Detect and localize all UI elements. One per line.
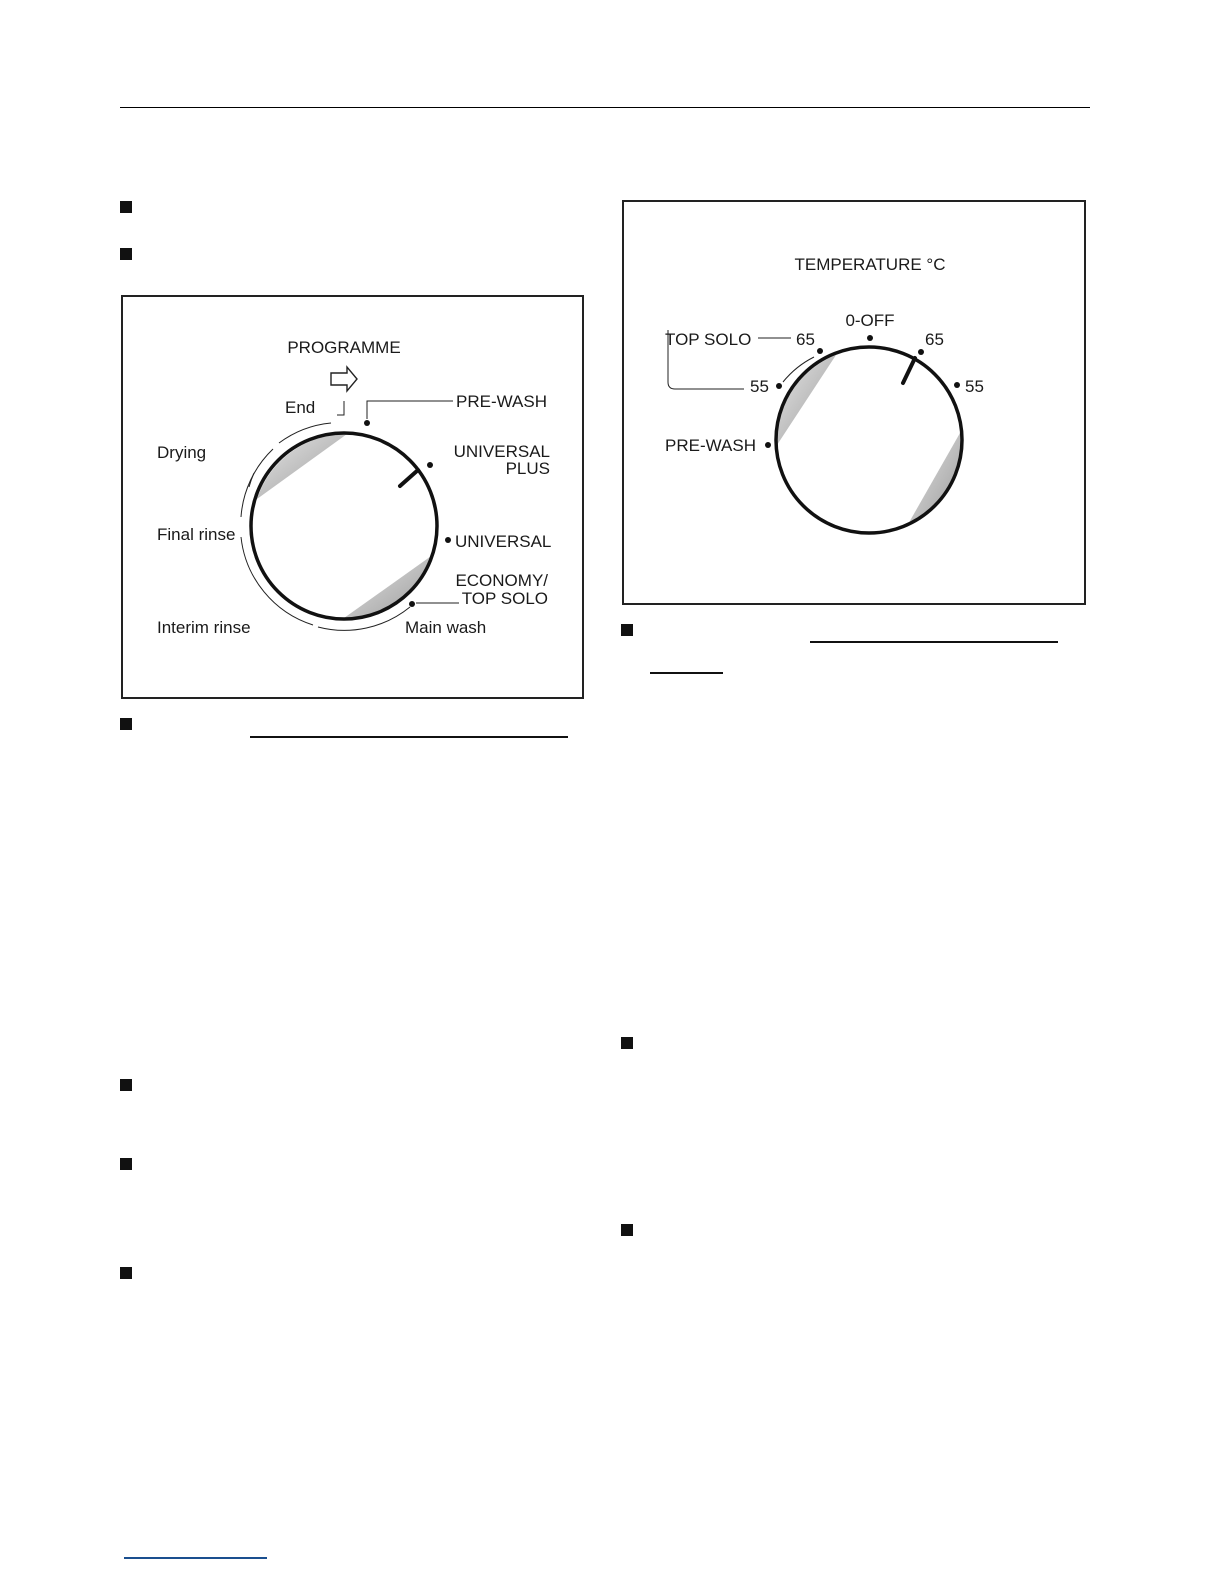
programme-title: PROGRAMME [287, 338, 401, 357]
header-rule [120, 107, 1090, 108]
label-pre-wash: PRE-WASH [665, 436, 756, 455]
economy-dot [409, 601, 415, 607]
arrow-right-icon [331, 367, 357, 391]
bullet-marker [621, 1037, 633, 1049]
temperature-dial-panel [622, 200, 1086, 605]
universal-dot [445, 537, 451, 543]
off-dot [867, 335, 873, 341]
bullet-marker [120, 1267, 132, 1279]
label-universal: UNIVERSAL [455, 532, 552, 551]
label-right-65: 65 [925, 330, 944, 349]
bullet-marker [120, 248, 132, 260]
right-55-dot [954, 382, 960, 388]
label-economy: ECONOMY/ [455, 571, 548, 590]
scale-arc [241, 537, 313, 625]
footer-link-underline[interactable] [124, 1557, 267, 1559]
knob-ring [776, 347, 962, 533]
label-right-55: 55 [965, 377, 984, 396]
label-universal-plus: UNIVERSAL [453, 442, 550, 461]
pre-wash-dot [364, 420, 370, 426]
bullet-marker [120, 1079, 132, 1091]
label-off: 0-OFF [845, 311, 895, 330]
knob-pointer [903, 358, 915, 383]
bullet-marker [120, 718, 132, 730]
underline [650, 672, 723, 674]
underline [810, 641, 1058, 643]
label-left-55: 55 [750, 377, 769, 396]
end-marker [337, 407, 344, 415]
label-universal-plus: PLUS [505, 459, 550, 478]
programme-knob[interactable] [251, 433, 437, 619]
label-pre-wash: PRE-WASH [456, 392, 547, 411]
left-65-dot [817, 348, 823, 354]
label-end: End [285, 398, 316, 417]
label-left-65: 65 [796, 330, 815, 349]
pre-wash-dot [765, 442, 771, 448]
bullet-marker [621, 1224, 633, 1236]
scale-tick [249, 473, 254, 487]
knob-pointer [400, 470, 418, 486]
label-interim-rinse: Interim rinse [157, 618, 251, 637]
label-top-solo: TOP SOLO [665, 330, 752, 349]
bullet-marker [120, 201, 132, 213]
label-final-rinse: Final rinse [157, 525, 236, 544]
bullet-marker [621, 624, 633, 636]
knob-ring [251, 433, 437, 619]
universal-plus-dot [427, 462, 433, 468]
temperature-title: TEMPERATURE °C [794, 255, 946, 274]
underline [250, 736, 568, 738]
left-55-dot [776, 383, 782, 389]
label-economy: TOP SOLO [461, 589, 548, 608]
label-main-wash: Main wash [405, 618, 487, 637]
temperature-knob[interactable] [776, 347, 962, 533]
temperature-dial-illustration [624, 202, 1088, 607]
right-65-dot [918, 349, 924, 355]
bullet-marker [120, 1158, 132, 1170]
programme-dial-illustration [123, 297, 586, 701]
label-drying: Drying [157, 443, 207, 462]
leader-line [367, 401, 453, 419]
programme-dial-panel [121, 295, 584, 699]
